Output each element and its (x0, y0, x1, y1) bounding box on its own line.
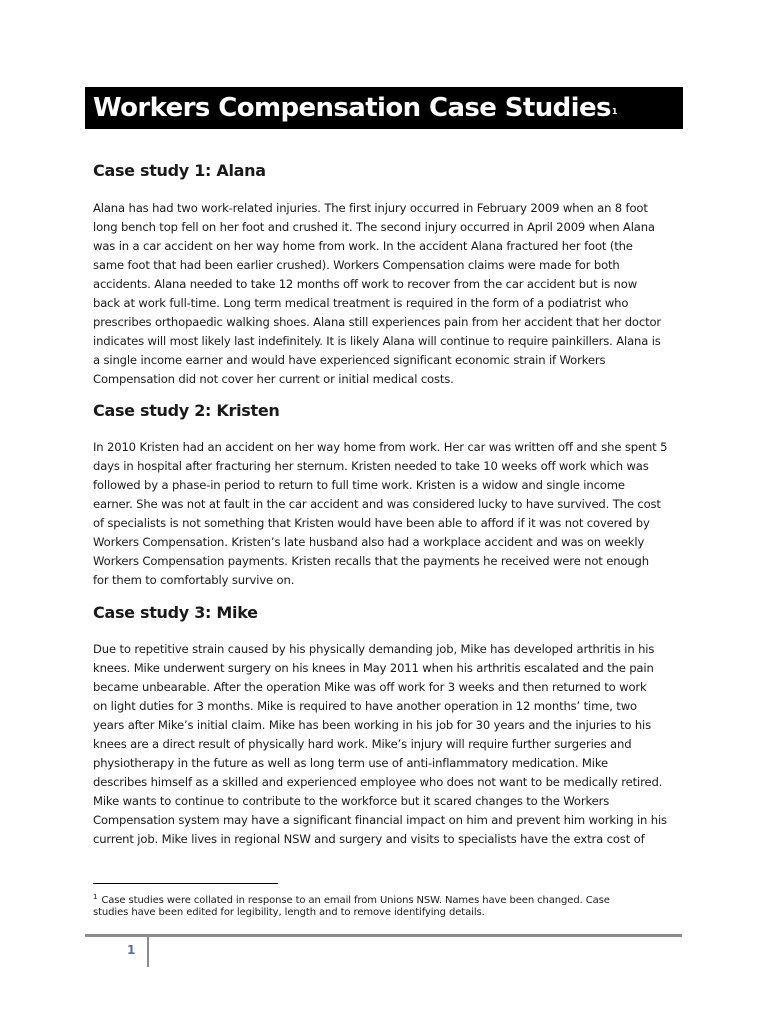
paragraph-line: knees are a direct result of physically hard work. Mike’s injury will require further surgeries and (93, 737, 632, 751)
footnote-line (93, 889, 683, 905)
paragraph-line: a single income earner and would have experienced significant economic strain if Workers (93, 353, 606, 367)
paragraph-line: Due to repetitive strain caused by his physically demanding job, Mike has developed arthritis in his (93, 642, 655, 656)
paragraph-line: Compensation system may have a significant financial impact on him and prevent him working in his (93, 813, 667, 827)
paragraph-line: Workers Compensation. Kristen’s late husband also had a workplace accident and was on weekly (93, 535, 645, 549)
case-paragraph-alana (93, 199, 683, 389)
case-heading-kristen: Case study 2: Kristen (93, 401, 280, 420)
page-title (85, 87, 683, 129)
footnote-text: Case studies were collated in response to an email from Unions NSW. Names have been changed. Case (101, 895, 610, 906)
footer-rule (85, 934, 682, 937)
page-number: 1 (127, 943, 136, 957)
paragraph-line: current job. Mike lives in regional NSW and surgery and visits to specialists have the extra cost of (93, 832, 645, 846)
case-heading-alana: Case study 1: Alana (93, 161, 266, 180)
paragraph-line: describes himself as a skilled and experienced employee who does not want to be medically retired. (93, 775, 663, 789)
paragraph-line: accidents. Alana needed to take 12 months off work to recover from the car accident but is now (93, 277, 638, 291)
paragraph-line: physiotherapy in the future as well as long term use of anti-inflammatory medication. Mike (93, 756, 608, 770)
paragraph-line: knees. Mike underwent surgery on his knees in May 2011 when his arthritis escalated and the pain (93, 661, 654, 675)
paragraph-line: was in a car accident on her way home from work. In the accident Alana fractured her foot (the (93, 239, 633, 253)
case-paragraph-mike (93, 640, 683, 849)
footer-divider (147, 937, 149, 967)
paragraph-line: for them to comfortably survive on. (93, 573, 295, 587)
case-paragraph-kristen (93, 438, 683, 590)
paragraph-line: earner. She was not at fault in the car accident and was considered lucky to have survived. The cost (93, 497, 661, 511)
paragraph-line: same foot that had been earlier crushed). Workers Compensation claims were made for both (93, 258, 620, 272)
paragraph-line: days in hospital after fracturing her sternum. Kristen needed to take 10 weeks off work which was (93, 459, 649, 473)
footnote-separator (93, 883, 278, 884)
paragraph-line: of specialists is not something that Kristen would have been able to afford if it was not covered by (93, 516, 650, 530)
title-footnote-mark: 1 (611, 107, 617, 116)
paragraph-line: prescribes orthopaedic walking shoes. Alana still experiences pain from her accident that her doctor (93, 315, 662, 329)
paragraph-line: Mike wants to continue to contribute to the workforce but it scared changes to the Workers (93, 794, 610, 808)
paragraph-line: Workers Compensation payments. Kristen recalls that the payments he received were not enough (93, 554, 649, 568)
paragraph-line: Compensation did not cover her current or initial medical costs. (93, 372, 454, 386)
paragraph-line: years after Mike’s initial claim. Mike has been working in his job for 30 years and the injuries to his (93, 718, 652, 732)
page-title-text: Workers Compensation Case Studies (93, 93, 611, 123)
paragraph-line: on light duties for 3 months. Mike is required to have another operation in 12 months’ time, two (93, 699, 637, 713)
paragraph-line: In 2010 Kristen had an accident on her way home from work. Her car was written off and she spent 5 (93, 440, 668, 454)
footnote-text: studies have been edited for legibility, length and to remove identifying details. (93, 907, 485, 918)
case-heading-mike: Case study 3: Mike (93, 603, 258, 622)
paragraph-line: indicates will most likely last indefinitely. It is likely Alana will continue to require painkillers. Alana is (93, 334, 661, 348)
paragraph-line: long bench top fell on her foot and crushed it. The second injury occurred in April 2009 when Alana (93, 220, 655, 234)
footnote-mark: 1 (93, 893, 98, 901)
footnote (93, 889, 683, 921)
footnote-line (93, 905, 683, 921)
paragraph-line: followed by a phase-in period to return to full time work. Kristen is a widow and single income (93, 478, 625, 492)
paragraph-line: back at work full-time. Long term medical treatment is required in the form of a podiatrist who (93, 296, 629, 310)
paragraph-line: became unbearable. After the operation Mike was off work for 3 weeks and then returned to work (93, 680, 647, 694)
paragraph-line: Alana has had two work-related injuries. The first injury occurred in February 2009 when an 8 foot (93, 201, 648, 215)
